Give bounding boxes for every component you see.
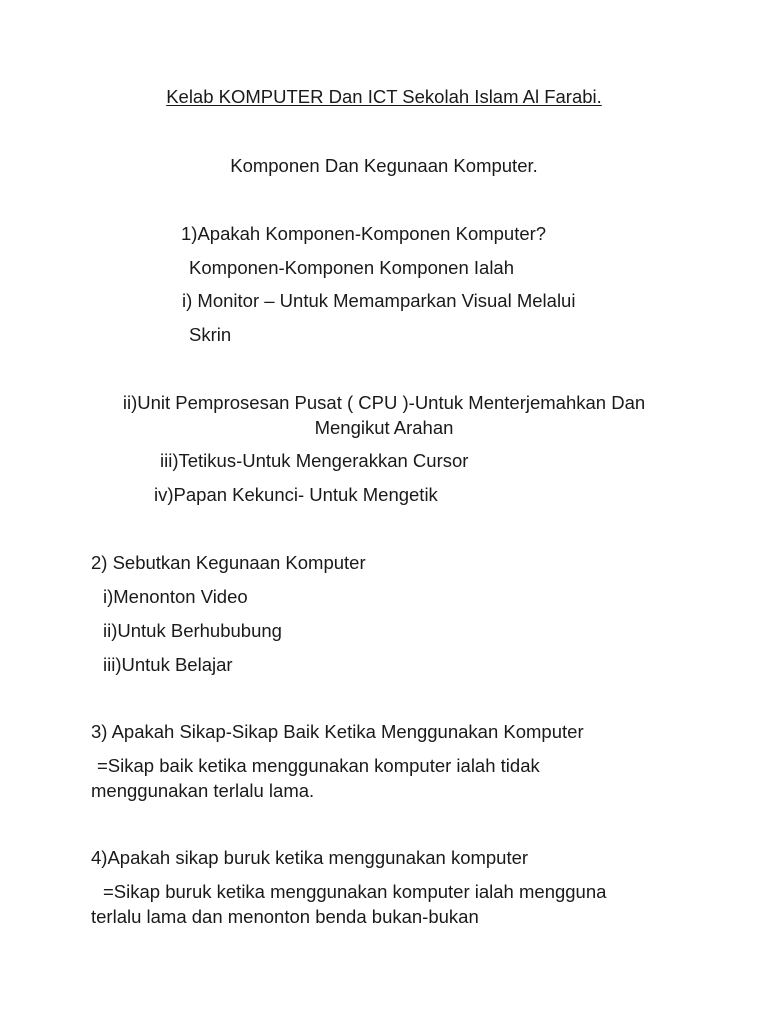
question-4-answer-line-1: =Sikap buruk ketika menggunakan komputer ialah mengguna bbox=[103, 881, 607, 902]
usage-item-3: iii)Untuk Belajar bbox=[103, 654, 233, 675]
question-3-answer-line-2: menggunakan terlalu lama. bbox=[91, 780, 315, 801]
component-keyboard: iv)Papan Kekunci- Untuk Mengetik bbox=[154, 484, 438, 505]
component-cpu-line-2: Mengikut Arahan bbox=[314, 417, 454, 438]
component-monitor-line-2: Skrin bbox=[189, 324, 232, 345]
club-title: Kelab KOMPUTER Dan ICT Sekolah Islam Al Farabi. bbox=[166, 86, 602, 107]
question-3-answer-line-1: =Sikap baik ketika menggunakan komputer ialah tidak bbox=[97, 755, 540, 776]
question-1-intro: Komponen-Komponen Komponen Ialah bbox=[189, 257, 515, 278]
question-4-answer-line-2: terlalu lama dan menonton benda bukan-bukan bbox=[91, 906, 479, 927]
question-3: 3) Apakah Sikap-Sikap Baik Ketika Menggunakan Komputer bbox=[91, 721, 584, 742]
usage-item-2: ii)Untuk Berhububung bbox=[103, 620, 282, 641]
question-4: 4)Apakah sikap buruk ketika menggunakan komputer bbox=[91, 847, 529, 868]
topic-heading: Komponen Dan Kegunaan Komputer. bbox=[230, 155, 538, 176]
component-cpu-line-1: ii)Unit Pemprosesan Pusat ( CPU )-Untuk Menterjemahkan Dan bbox=[122, 392, 646, 413]
component-monitor-line-1: i) Monitor – Untuk Memamparkan Visual Melalui bbox=[182, 290, 576, 311]
usage-item-1: i)Menonton Video bbox=[103, 586, 248, 607]
component-mouse: iii)Tetikus-Untuk Mengerakkan Cursor bbox=[160, 450, 469, 471]
question-2: 2) Sebutkan Kegunaan Komputer bbox=[91, 552, 366, 573]
question-1: 1)Apakah Komponen-Komponen Komputer? bbox=[181, 223, 547, 244]
